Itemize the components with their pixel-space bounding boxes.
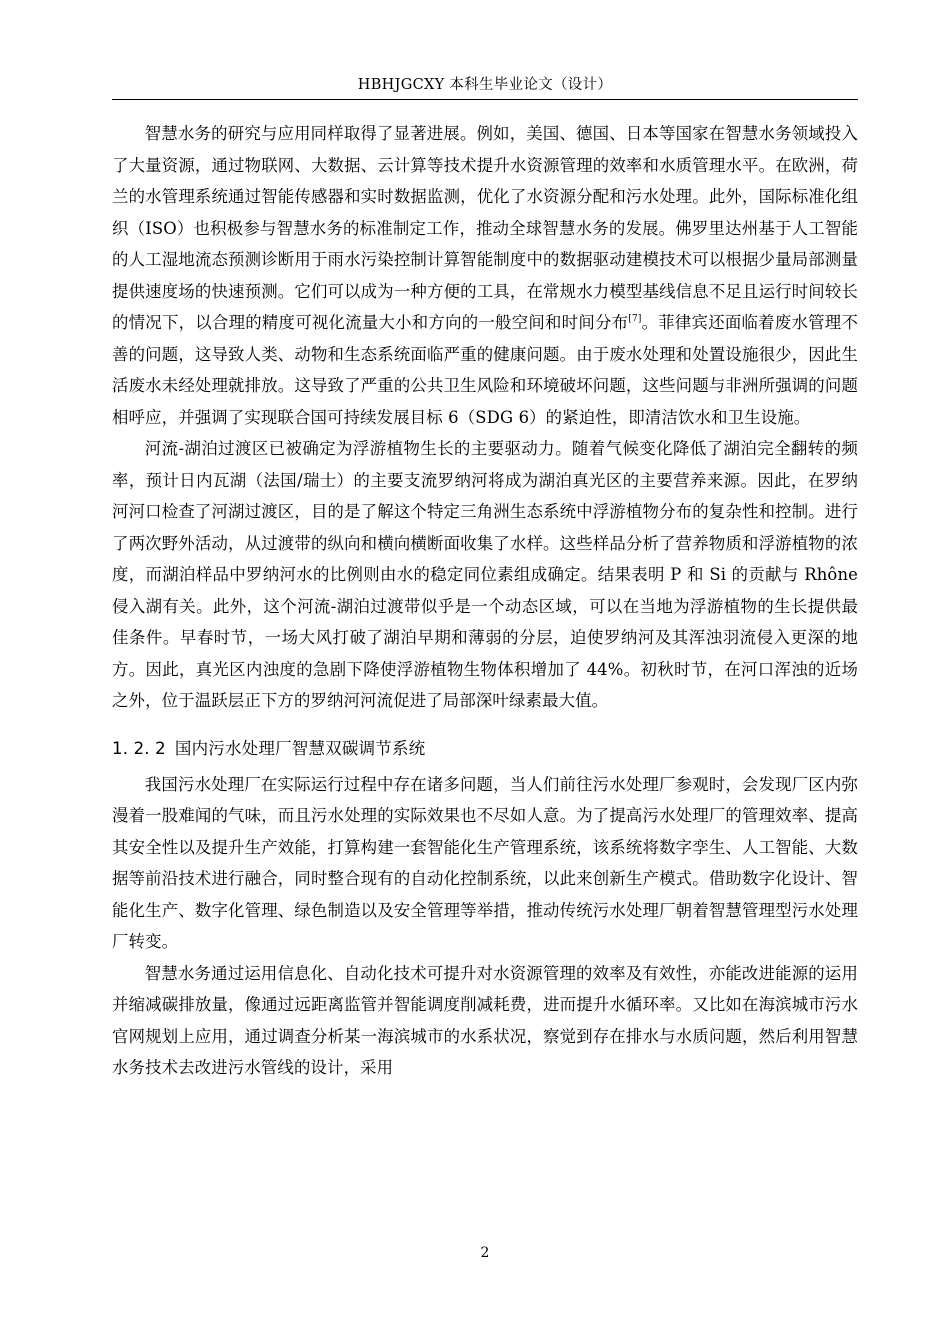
- paragraph-text: 。菲律宾还面临着废水管理不善的问题，这导致人类、动物和生态系统面临严重的健康问题。由于废水处理和处置设施很少，因此生活废水未经处理就排放。这导致了严重的公共卫生风险和环境破坏问题，这些问题与非洲所强调的问题相呼应，并强调了实现联合国可持续发展目标 6（SDG 6）的紧迫性，即清洁饮水和卫生设施。: [112, 313, 858, 427]
- running-header: HBHJGCXY 本科生毕业论文（设计）: [357, 77, 613, 93]
- body-text: [112, 118, 858, 1084]
- paragraph-domestic-wastewater-plants: 我国污水处理厂在实际运行过程中存在诸多问题，当人们前往污水处理厂参观时，会发现厂区内弥漫着一股难闻的气味，而且污水处理的实际效果也不尽如人意。为了提高污水处理厂的管理效率、提高其安全性以及提升生产效能，打算构建一套智能化生产管理系统，该系统将数字孪生、人工智能、大数据等前沿技术进行融合，同时整合现有的自动化控制系统，以此来创新生产模式。借助数字化设计、智能化生产、数字化管理、绿色制造以及安全管理等举措，推动传统污水处理厂朝着智慧管理型污水处理厂转变。: [112, 774, 858, 951]
- paragraph-smart-water-carbon: 智慧水务通过运用信息化、自动化技术可提升对水资源管理的效率及有效性，亦能改进能源的运用并缩减碳排放量，像通过远距离监管并智能调度削减耗费，进而提升水循环率。又比如在海滨城市污水官网规划上应用，通过调查分析某一海滨城市的水系状况，察觉到存在排水与水质问题，然后利用智慧水务技术去改进污水管线的设计，采用: [112, 963, 858, 1077]
- page-number: 2: [480, 1245, 490, 1261]
- paragraph-smart-water-international: [112, 118, 858, 433]
- citation-reference[interactable]: [7]: [628, 314, 642, 324]
- header-rule: [112, 99, 858, 100]
- paragraph-river-lake-transition: 河流-湖泊过渡区已被确定为浮游植物生长的主要驱动力。随着气候变化降低了湖泊完全翻转的频率，预计日内瓦湖（法国/瑞士）的主要支流罗纳河将成为湖泊真光区的主要营养来源。因此，在罗纳河河口检查了河湖过渡区，目的是了解这个特定三角洲生态系统中浮游植物分布的复杂性和控制。进行了两次野外活动，从过渡带的纵向和横向横断面收集了水样。这些样品分析了营养物质和浮游植物的浓度，而湖泊样品中罗纳河水的比例则由水的稳定同位素组成确定。结果表明 P 和 Si 的贡献与 Rhône 侵入湖有关。此外，这个河流-湖泊过渡带似乎是一个动态区域，可以在当地为浮游植物的生长提供最佳条件。早春时节，一场大风打破了湖泊早期和薄弱的分层，迫使罗纳河及其浑浊羽流侵入更深的地方。因此，真光区内浊度的急剧下降使浮游植物生物体积增加了 44%。初秋时节，在河口浑浊的近场之外，位于温跃层正下方的罗纳河河流促进了局部深叶绿素最大值。: [112, 439, 858, 710]
- section-heading: [112, 728, 858, 769]
- section-number: 1. 2. 2: [112, 738, 166, 758]
- section-title: 国内污水处理厂智慧双碳调节系统: [174, 738, 426, 758]
- paragraph-text: 智慧水务的研究与应用同样取得了显著进展。例如，美国、德国、日本等国家在智慧水务领域投入了大量资源，通过物联网、大数据、云计算等技术提升水资源管理的效率和水质管理水平。在欧洲，荷兰的水管理系统通过智能传感器和实时数据监测，优化了水资源分配和污水处理。此外，国际标准化组织（ISO）也积极参与智慧水务的标准制定工作，推动全球智慧水务的发展。佛罗里达州基于人工智能的人工湿地流态预测诊断用于雨水污染控制计算智能制度中的数据驱动建模技术可以根据少量局部测量提供速度场的快速预测。它们可以成为一种方便的工具，在常规水力模型基线信息不足且运行时间较长的情况下，以合理的精度可视化流量大小和方向的一般空间和时间分布: [112, 124, 858, 332]
